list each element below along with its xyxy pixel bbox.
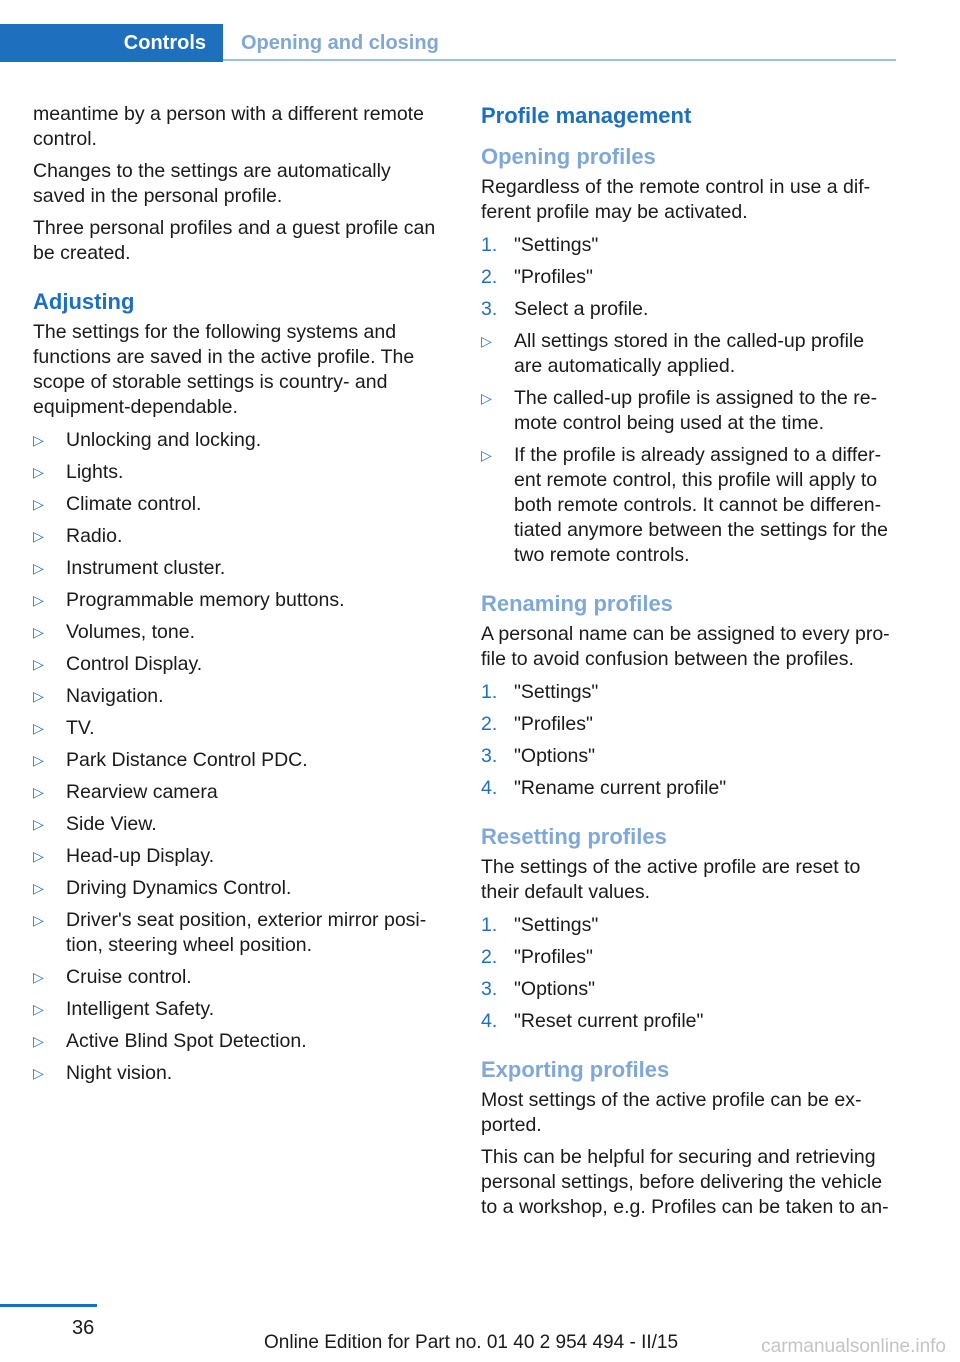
step-text: Select a profile. [514, 298, 649, 320]
list-item [33, 748, 445, 773]
list-item [33, 492, 445, 517]
triangle-bullet-icon: ▷ [33, 560, 44, 576]
triangle-bullet-icon: ▷ [33, 880, 44, 896]
list-item [481, 329, 896, 379]
intro-paragraph: Changes to the settings are automatically saved in the personal profile. [33, 160, 391, 207]
list-item-text: Active Blind Spot Detection. [66, 1030, 307, 1052]
exporting-profiles-paragraph: This can be helpful for securing and retrieving personal settings, before delivering the vehicle to a workshop, e.g. Profiles can be taken to an‐ [481, 1146, 889, 1218]
list-item-text: Unlocking and locking. [66, 429, 262, 451]
triangle-bullet-icon: ▷ [33, 1065, 44, 1081]
resetting-profiles-heading: Resetting profiles [481, 824, 667, 849]
list-item-text: Navigation. [66, 685, 164, 707]
list-item-text: Lights. [66, 461, 124, 483]
step-item [481, 680, 896, 705]
step-item [481, 945, 896, 970]
step-number: 3. [481, 978, 498, 1000]
step-number: 2. [481, 266, 498, 288]
exporting-profiles-paragraph: Most settings of the active profile can be ex‐ported. [481, 1089, 862, 1136]
step-number: 1. [481, 914, 498, 936]
list-item [33, 965, 445, 990]
page-number: 36 [72, 1317, 95, 1339]
triangle-bullet-icon: ▷ [33, 592, 44, 608]
step-text: "Reset current profile" [514, 1010, 704, 1032]
list-item [33, 460, 445, 485]
section-tab-opening-and-closing[interactable]: Opening and closing [241, 32, 439, 54]
step-item [481, 233, 896, 258]
triangle-bullet-icon: ▷ [33, 912, 44, 928]
triangle-bullet-icon: ▷ [481, 390, 492, 406]
list-item [33, 716, 445, 741]
list-item [33, 908, 445, 958]
step-item [481, 1009, 896, 1034]
list-item-text: If the profile is already assigned to a differ‐ent remote control, this profile will apply to both remote controls. It cannot be differen‐tiated anymore between the settings for the two remote controls. [514, 444, 888, 566]
list-item [33, 556, 445, 581]
step-number: 1. [481, 681, 498, 703]
triangle-bullet-icon: ▷ [33, 816, 44, 832]
list-item-text: Night vision. [66, 1062, 173, 1084]
list-item-text: The called-up profile is assigned to the re‐mote control being used at the time. [514, 387, 878, 434]
list-item [33, 652, 445, 677]
opening-profiles-text: Regardless of the remote control in use a dif‐ferent profile may be activated. [481, 176, 871, 223]
intro-paragraphs [33, 102, 445, 266]
list-item-text: Cruise control. [66, 966, 192, 988]
list-item [33, 997, 445, 1022]
triangle-bullet-icon: ▷ [33, 432, 44, 448]
list-item [33, 524, 445, 549]
step-number: 4. [481, 777, 498, 799]
step-text: "Profiles" [514, 713, 593, 735]
step-item [481, 913, 896, 938]
exporting-profiles-heading: Exporting profiles [481, 1057, 670, 1082]
triangle-bullet-icon: ▷ [33, 752, 44, 768]
right-column [481, 102, 896, 1227]
step-text: "Profiles" [514, 946, 593, 968]
intro-paragraph: meantime by a person with a different remote control. [33, 103, 424, 150]
step-text: "Profiles" [514, 266, 593, 288]
triangle-bullet-icon: ▷ [33, 688, 44, 704]
step-item [481, 297, 896, 322]
triangle-bullet-icon: ▷ [481, 447, 492, 463]
list-item-text: Driving Dynamics Control. [66, 877, 292, 899]
list-item [33, 684, 445, 709]
triangle-bullet-icon: ▷ [33, 624, 44, 640]
list-item-text: Side View. [66, 813, 157, 835]
step-text: "Settings" [514, 681, 599, 703]
step-text: "Options" [514, 978, 596, 1000]
list-item-text: Climate control. [66, 493, 202, 515]
renaming-profiles-text: A personal name can be assigned to every pro‐file to avoid confusion between the profiles. [481, 623, 890, 670]
list-item-text: All settings stored in the called-up profile are automatically applied. [514, 330, 865, 377]
list-item-text: Intelligent Safety. [66, 998, 215, 1020]
step-text: "Settings" [514, 914, 599, 936]
list-item-text: Volumes, tone. [66, 621, 195, 643]
triangle-bullet-icon: ▷ [33, 496, 44, 512]
list-item [33, 1029, 445, 1054]
resetting-profiles-text: The settings of the active profile are reset to their default values. [481, 856, 861, 903]
page-header [0, 24, 896, 62]
adjusting-list [33, 428, 445, 1086]
step-text: "Rename current profile" [514, 777, 727, 799]
list-item-text: Driver's seat position, exterior mirror posi‐tion, steering wheel position. [66, 909, 427, 956]
profile-management-heading: Profile management [481, 103, 692, 128]
resetting-steps-list [481, 913, 896, 1034]
left-column [33, 102, 445, 1093]
list-item [33, 844, 445, 869]
opening-profiles-heading: Opening profiles [481, 144, 656, 169]
list-item-text: Park Distance Control PDC. [66, 749, 308, 771]
triangle-bullet-icon: ▷ [33, 848, 44, 864]
list-item [481, 443, 896, 568]
section-tab-controls[interactable]: Controls [0, 24, 223, 62]
step-number: 1. [481, 234, 498, 256]
list-item-text: Rearview camera [66, 781, 218, 803]
step-number: 4. [481, 1010, 498, 1032]
intro-paragraph: Three personal profiles and a guest profile can be created. [33, 217, 436, 264]
list-item-text: Radio. [66, 525, 123, 547]
triangle-bullet-icon: ▷ [481, 333, 492, 349]
step-number: 3. [481, 298, 498, 320]
renaming-steps-list [481, 680, 896, 801]
list-item [33, 428, 445, 453]
list-item-text: Head-up Display. [66, 845, 215, 867]
list-item [481, 386, 896, 436]
triangle-bullet-icon: ▷ [33, 528, 44, 544]
list-item [33, 812, 445, 837]
step-item [481, 265, 896, 290]
triangle-bullet-icon: ▷ [33, 969, 44, 985]
triangle-bullet-icon: ▷ [33, 464, 44, 480]
list-item [33, 1061, 445, 1086]
list-item-text: TV. [66, 717, 95, 739]
step-number: 3. [481, 745, 498, 767]
watermark-text: carmanualsonline.info [761, 1336, 946, 1357]
triangle-bullet-icon: ▷ [33, 720, 44, 736]
list-item-text: Control Display. [66, 653, 203, 675]
list-item [33, 588, 445, 613]
footer-rule [0, 1304, 97, 1307]
step-item [481, 776, 896, 801]
triangle-bullet-icon: ▷ [33, 656, 44, 672]
step-item [481, 744, 896, 769]
triangle-bullet-icon: ▷ [33, 1001, 44, 1017]
adjusting-text: The settings for the following systems and functions are saved in the active profile. The scope of storable settings is country- and equipment-dependable. [33, 321, 415, 418]
renaming-profiles-heading: Renaming profiles [481, 591, 673, 616]
triangle-bullet-icon: ▷ [33, 784, 44, 800]
edition-note: Online Edition for Part no. 01 40 2 954 494 - II/15 [264, 1332, 679, 1353]
list-item [33, 780, 445, 805]
opening-notes-list [481, 329, 896, 568]
step-text: "Options" [514, 745, 596, 767]
adjusting-heading: Adjusting [33, 289, 135, 314]
step-text: "Settings" [514, 234, 599, 256]
list-item [33, 620, 445, 645]
opening-steps-list [481, 233, 896, 322]
list-item-text: Programmable memory buttons. [66, 589, 345, 611]
step-number: 2. [481, 946, 498, 968]
list-item-text: Instrument cluster. [66, 557, 226, 579]
triangle-bullet-icon: ▷ [33, 1033, 44, 1049]
step-item [481, 712, 896, 737]
list-item [33, 876, 445, 901]
step-number: 2. [481, 713, 498, 735]
step-item [481, 977, 896, 1002]
